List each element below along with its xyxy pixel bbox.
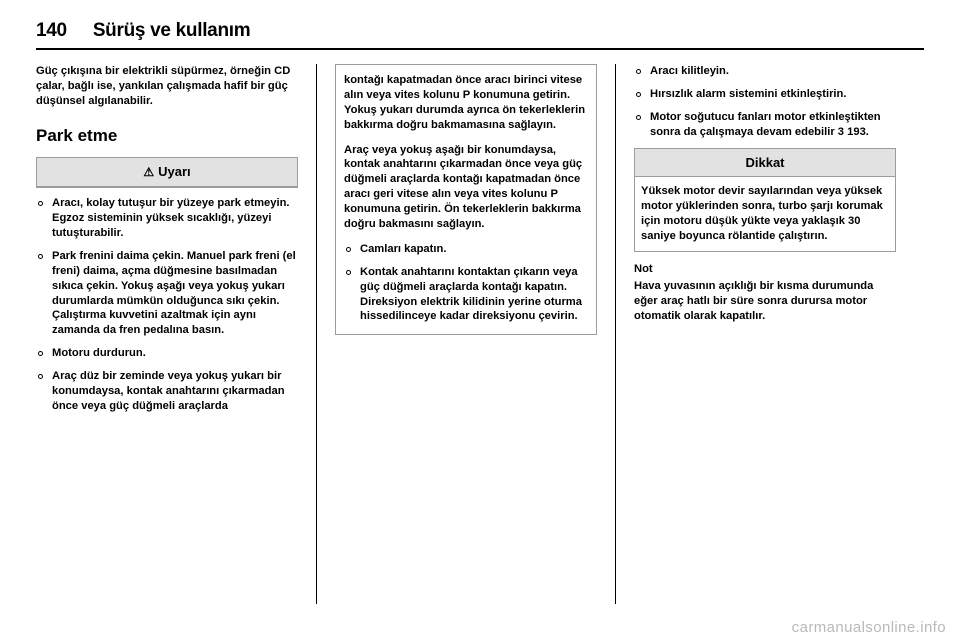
warning-bullet-list bbox=[36, 196, 298, 414]
column3-bullet-list bbox=[634, 64, 896, 140]
framed-intro-paragraph: kontağı kapatmadan önce aracı birinci vitese alın veya vites kolunu P konumuna getirin. Yokuş yukarı durumda ayrıca ön tekerleklerin bakkırma doğru bakmamasına sağlayın. bbox=[344, 74, 586, 131]
list-item: Camları kapatın. bbox=[344, 242, 588, 257]
caution-box-header: Dikkat bbox=[635, 149, 895, 177]
column-divider-1 bbox=[316, 64, 317, 604]
warning-box-header bbox=[37, 158, 297, 187]
list-item: Aracı kilitleyin. bbox=[634, 64, 896, 79]
caution-box bbox=[634, 148, 896, 253]
list-item: Motoru durdurun. bbox=[36, 346, 298, 361]
note-body: Hava yuvasının açıklığı bir kısma durumunda eğer araç hatlı bir süre sonra durursa motor otomatik olarak kapatılır. bbox=[634, 280, 874, 323]
framed-paragraph: Araç veya yokuş aşağı bir konumdaysa, kontak anahtarını çıkarmadan önce veya güç düğmeli araçlarda kontağı kapatmadan önce aracı geri vitese alın veya vites kolunu P konumuna getirin. Ön tekerleklerin bakkırma doğru bakmasını sağlayın. bbox=[344, 143, 583, 231]
page-header bbox=[36, 20, 924, 50]
list-item: Araç düz bir zeminde veya yokuş yukarı bir konumdaysa, kontak anahtarını çıkarmadan önce veya güç düğmeli araçlarda bbox=[36, 369, 298, 414]
column-1 bbox=[36, 64, 298, 422]
list-item: Hırsızlık alarm sistemini etkinleştirin. bbox=[634, 87, 896, 102]
warning-icon: ⚠ bbox=[143, 165, 155, 180]
framed-bullet-list bbox=[344, 242, 588, 324]
column-3 bbox=[634, 64, 896, 334]
section-heading-park-etme: Park etme bbox=[36, 125, 118, 145]
caution-box-body: Yüksek motor devir sayılarından veya yüksek motor yüklerinden sonra, turbo şarjı korumak için motoru düşük yükte veya yaklaşık 30 saniye boyunca rölantide çalıştırın. bbox=[641, 184, 883, 242]
page-number: 140 bbox=[36, 20, 67, 41]
column-2 bbox=[335, 64, 597, 335]
page-title: Sürüş ve kullanım bbox=[92, 20, 251, 41]
framed-continuation-block bbox=[335, 64, 597, 335]
watermark: carmanualsonline.info bbox=[791, 619, 946, 636]
intro-paragraph: Güç çıkışına bir elektrikli süpürmez, örneğin CD çalar, bağlı ise, yankılan çalışmada hafif bir güç düşünsel algılanabilir. bbox=[36, 65, 291, 107]
warning-box-label: Uyarı bbox=[158, 164, 191, 180]
list-item: Motor soğutucu fanları motor etkinleştikten sonra da çalışmaya devam edebilir 3 193. bbox=[634, 110, 896, 140]
column-divider-2 bbox=[615, 64, 616, 604]
note-label: Not bbox=[634, 263, 653, 276]
warning-box bbox=[36, 157, 298, 188]
list-item: Aracı, kolay tutuşur bir yüzeye park etmeyin. Egzoz sisteminin yüksek sıcaklığı, yüzeyi tutuşturabilir. bbox=[36, 196, 298, 241]
list-item: Park frenini daima çekin. Manuel park freni (el freni) daima, açma düğmesine basılmadan sıkıca çekin. Yokuş aşağı veya yokuş yukarı durumlarda mümkün olduğunca sıkı çekin. Çalıştırma kuvvetini azaltmak için aynı zamanda da fren pedalına basın. bbox=[36, 249, 298, 338]
list-item: Kontak anahtarını kontaktan çıkarın veya güç düğmeli araçlarda kontağı kapatın. Direksiyon elektrik kilidinin yerine oturma hissedilinceye kadar direksiyonu çevirin. bbox=[344, 265, 588, 325]
